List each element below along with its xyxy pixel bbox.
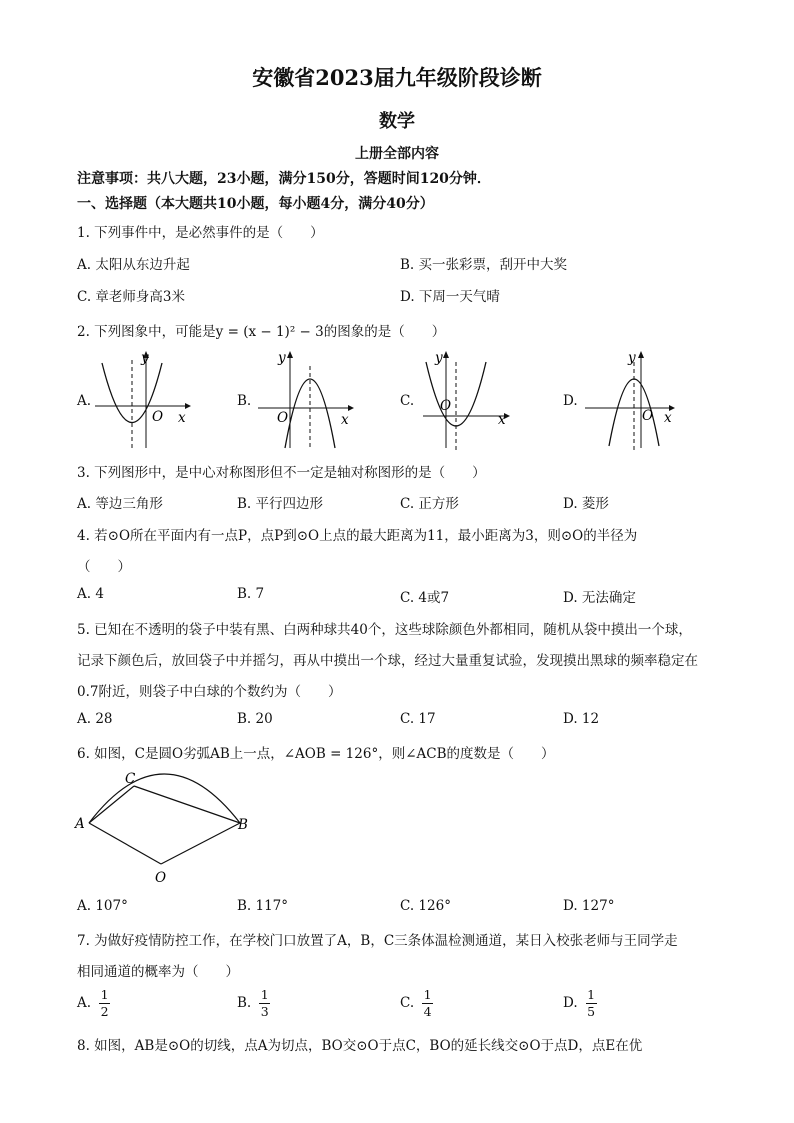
graph-d-y-label: y <box>628 350 636 366</box>
exam-title: 安徽省2023届九年级阶段诊断 <box>252 65 542 90</box>
question-4-stem-continued: （ ） <box>77 559 131 575</box>
question-1-option-d: D. 下周一天气晴 <box>400 289 500 305</box>
graph-c-x-label: x <box>498 412 506 428</box>
numerator: 1 <box>587 987 596 1002</box>
question-2-graph-c <box>418 348 528 453</box>
question-5-line-3: 0.7附近，则袋子中白球的个数约为（ ） <box>77 684 342 700</box>
option-letter: B. <box>237 995 252 1011</box>
question-4-option-c: C. 4或7 <box>400 590 450 606</box>
section-heading: 一、选择题（本大题共10小题，每小题4分，满分40分） <box>77 196 434 212</box>
figure-6-label-a: A <box>75 816 85 832</box>
graph-a-y-label: y <box>141 350 149 366</box>
question-6-figure <box>70 764 260 889</box>
question-5-option-a: A. 28 <box>77 711 113 727</box>
graph-d-origin-label: O <box>642 408 654 424</box>
question-6-stem: 6. 如图，C是圆O劣弧AB上一点，∠AOB = 126°，则∠ACB的度数是（ ） <box>77 746 555 762</box>
question-4-option-d: D. 无法确定 <box>563 590 636 606</box>
exam-subject: 数学 <box>379 111 415 132</box>
question-2-option-d: D. <box>563 393 578 409</box>
question-3-option-c: C. 正方形 <box>400 496 459 512</box>
question-5-line-1: 5. 已知在不透明的袋子中装有黑、白两种球共40个，这些球除颜色外都相同，随机从袋中摸出一个球， <box>77 622 692 638</box>
question-2-graph-b <box>253 348 363 453</box>
question-6-option-b: B. 117° <box>237 898 289 914</box>
option-letter: C. <box>400 995 415 1011</box>
question-7-option-d <box>563 988 597 1019</box>
question-7-option-b <box>237 988 270 1019</box>
question-2-option-b: B. <box>237 393 252 409</box>
question-1-option-c: C. 章老师身高3米 <box>77 289 186 305</box>
question-5-option-c: C. 17 <box>400 711 436 727</box>
question-3-option-b: B. 平行四边形 <box>237 496 324 512</box>
question-3-option-d: D. 菱形 <box>563 496 609 512</box>
question-3-option-a: A. 等边三角形 <box>77 496 163 512</box>
denominator: 3 <box>260 1004 269 1019</box>
graph-b-origin-label: O <box>277 410 289 426</box>
question-1-option-a: A. 太阳从东边升起 <box>77 257 190 273</box>
figure-6-label-b: B <box>238 817 248 833</box>
figure-6-label-c: C <box>125 771 136 787</box>
graph-a-origin-label: O <box>152 409 164 425</box>
question-3-stem: 3. 下列图形中，是中心对称图形但不一定是轴对称图形的是（ ） <box>77 465 486 481</box>
figure-6-label-o: O <box>155 870 167 886</box>
fraction <box>259 988 270 1019</box>
question-7-option-c <box>400 988 433 1019</box>
denominator: 5 <box>587 1004 596 1019</box>
question-6-option-d: D. 127° <box>563 898 615 914</box>
fraction <box>586 988 597 1019</box>
question-6-option-a: A. 107° <box>77 898 128 914</box>
question-2-option-c: C. <box>400 393 415 409</box>
question-2-option-a: A. <box>77 393 92 409</box>
question-4-option-b: B. 7 <box>237 586 265 602</box>
numerator: 1 <box>423 987 432 1002</box>
exam-scope: 上册全部内容 <box>355 146 439 162</box>
graph-a-x-label: x <box>178 410 186 426</box>
notice-line: 注意事项：共八大题，23小题，满分150分，答题时间120分钟． <box>77 171 491 187</box>
question-2-graph-a <box>90 348 200 453</box>
fraction <box>99 988 110 1019</box>
question-1-option-b: B. 买一张彩票，刮开中大奖 <box>400 257 568 273</box>
question-8-line-1: 8. 如图，AB是⊙O的切线，点A为切点，BO交⊙O于点C，BO的延长线交⊙O于点D，点E在优 <box>77 1038 643 1054</box>
question-5-option-d: D. 12 <box>563 711 600 727</box>
question-4-stem: 4. 若⊙O所在平面内有一点P，点P到⊙O上点的最大距离为11，最小距离为3，则⊙O的半径为 <box>77 528 638 544</box>
question-7-option-a <box>77 988 110 1019</box>
question-6-option-c: C. 126° <box>400 898 451 914</box>
question-5-line-2: 记录下颜色后，放回袋子中并摇匀，再从中摸出一个球，经过大量重复试验，发现摸出黑球的频率稳定在 <box>77 653 698 669</box>
graph-b-x-label: x <box>341 412 349 428</box>
denominator: 2 <box>100 1004 109 1019</box>
graph-c-y-label: y <box>435 350 443 366</box>
option-letter: A. <box>77 995 92 1011</box>
question-7-line-2: 相同通道的概率为（ ） <box>77 964 239 980</box>
question-7-line-1: 7. 为做好疫情防控工作，在学校门口放置了A，B，C三条体温检测通道，某日入校张老师与王同学走 <box>77 933 678 949</box>
question-4-option-a: A. 4 <box>77 586 104 602</box>
question-5-option-b: B. 20 <box>237 711 273 727</box>
denominator: 4 <box>423 1004 432 1019</box>
graph-b-y-label: y <box>278 350 286 366</box>
numerator: 1 <box>100 987 109 1002</box>
question-2-stem: 2. 下列图象中，可能是y = (x − 1)² − 3的图象的是（ ） <box>77 324 446 340</box>
question-2-graph-d <box>580 348 690 453</box>
graph-c-origin-label: O <box>440 398 452 414</box>
graph-d-x-label: x <box>664 410 672 426</box>
fraction <box>422 988 433 1019</box>
option-letter: D. <box>563 995 578 1011</box>
question-1-stem: 1. 下列事件中，是必然事件的是（ ） <box>77 225 324 241</box>
numerator: 1 <box>260 987 269 1002</box>
